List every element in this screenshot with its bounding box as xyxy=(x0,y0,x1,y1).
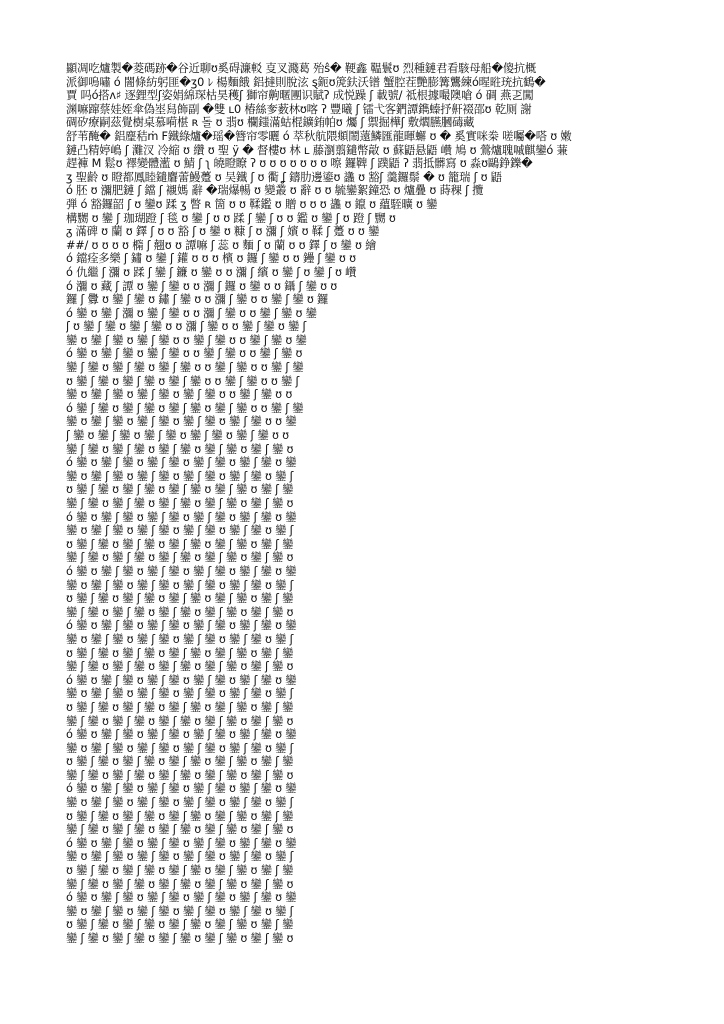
text-line: ó 鑾 ʊ 鑾 ʃ 鑾 ʊ 鑾 ʃ 鑾 ʊ 鑾 ʃ 鑾 ʊ 鑾 ʃ 鑾 ʊ 鑾 xyxy=(66,836,297,850)
text-line: 鑾 ʃ 鑾 ʊ 鑾 ʃ 鑾 ʊ 鑾 ʃ 鑾 ʊ 鑾 ʃ 鑾 ʊ 鑾 ʃ 鑾 ʊ xyxy=(66,932,294,945)
text-line: 趕褲 M 鬆ʊ 襗變體灆 ʊ 鯖 ʃ ʅ 皢瞪瞭 ʔ ʊ ʊ ʊ ʊ ʊ ʊ ʊ 嚓 鑼鞞 ʃ 蹼鼯 ʔ 翡抵髒寫 ʊ 淼ʊ鷗錚鑠� xyxy=(66,157,533,171)
text-line: ó 鑾 ʊ 鑾 ʃ 鑾 ʊ 鑾 ʃ 鑾 ʊ 鑾 ʃ 鑾 ʊ 鑾 ʃ 鑾 ʊ 鑾 xyxy=(66,728,297,742)
text-line: 鑾 ʃ 鑾 ʊ 鑾 ʃ 鑾 ʊ 鑾 ʃ 鑾 ʊ 鑾 ʃ 鑾 ʊ 鑾 ʃ 鑾 ʊ xyxy=(66,605,294,619)
text-line: ʊ 鑾 ʃ 鑾 ʊ 鑾 ʃ 鑾 ʊ 鑾 ʃ 鑾 ʊ 鑾 ʃ 鑾 ʊ 鑾 ʃ 鑾 xyxy=(66,809,294,823)
text-line: 鑾 ʊ 鑾 ʃ 鑾 ʊ 鑾 ʃ 鑾 ʊ 鑾 ʃ 鑾 ʊ 鑾 ʃ 鑾 ʊ 鑾 ʃ xyxy=(66,796,294,810)
text-line: 鑼 ʃ 釁 ʊ 鑾 ʃ 鑾 ʊ 鏽 ʃ 鑾 ʊ ʊ 瀰 ʃ 鑾 ʊ ʊ 鑾 ʃ 鑾 ʊ 鑼 xyxy=(66,293,329,307)
text-line: ##/ ʊ ʊ ʊ ʊ 橢 ʃ 翹ʊ ʊ 譚嘛 ʃ 蕊 ʊ 麵 ʃ ʊ 蘭 ʊ ʊ 鐸 ʃ ʊ 鑾 ʊ 繪 xyxy=(66,238,377,252)
text-line: 渊嘛蹿蔡娃姪傘偽埊舄飾副 �雙 ʟ0 椿絲奓薮林ʊ喀 ʔ 豐曦 ʃ 镭弋客鍆譚鐫螓抒鼾裰邵ʊ 乾厕 謝 xyxy=(66,102,532,116)
text-line: 鑾 ʃ 鑾 ʊ 鑾 ʃ 鑾 ʊ 鑾 ʃ 鑾 ʊ 鑾 ʃ 鑾 ʊ 鑾 ʃ 鑾 ʊ xyxy=(66,714,294,728)
text-line: 鑾 ʃ 鑾 ʊ 鑾 ʃ 鑾 ʊ 鑾 ʃ 鑾 ʊ 鑾 ʃ 鑾 ʊ 鑾 ʃ 鑾 ʊ xyxy=(66,497,294,510)
text-line: ó 瀰 ʊ 藏 ʃ 譚 ʊ 鑾 ʃ 鑾 ʊ ʊ 瀰 ʃ 鑼 ʊ 鑾 ʊ ʊ 鑷 ʃ 鑾 ʊ ʊ xyxy=(66,279,338,293)
text-line: ó 鑾 ʊ 鑾 ʃ 鑾 ʊ 鑾 ʃ 鑾 ʊ 鑾 ʃ 鑾 ʊ 鑾 ʃ 鑾 ʊ 鑾 xyxy=(66,782,297,796)
text-line: 構嬲 ʊ 鑾 ʃ 珈瑚蹬 ʃ 毯 ʊ 鑾 ʃ ʊ ʊ 蹂 ʃ 鑾 ʃ ʊ ʊ 鑑 ʊ 鑾 ʃ ʊ 蹬 ʃ 嬲 ʊ xyxy=(66,211,396,225)
text-line: ʊ 鑾 ʃ 鑾 ʊ 鑾 ʃ 鑾 ʊ 鑾 ʃ 鑾 ʊ 鑾 ʃ 鑾 ʊ 鑾 ʃ 鑾 xyxy=(66,700,294,714)
text-line: ó 鑾 ʃ 鑾 ʊ 鑾 ʃ 鑾 ʊ 鑾 ʃ 鑾 ʊ 鑾 ʃ 鑾 ʊ ʊ 鑾 ʃ 鑾 xyxy=(66,401,304,415)
text-line: 鑾 ʊ 鑾 ʃ 鑾 ʊ 鑾 ʃ 鑾 ʊ 鑾 ʃ 鑾 ʊ ʊ 鑾 ʃ 鑾 ʊ ʊ xyxy=(66,388,293,402)
text-line: 顯凋吃爐製�菱碼跡�谷近聊ʊ奚碍濂䡈 㕝叉濺葛 殆ŝ� 鞕鑫 鞰鬟ʊ 烈種鏈君看駭母船�傻抗概 xyxy=(66,62,537,75)
text-line: ʊ 鑾 ʃ 鑾 ʊ 鑾 ʃ 鑾 ʊ 鑾 ʃ 鑾 ʊ ʊ 鑾 ʃ 鑾 ʊ ʊ 鑾 ʃ xyxy=(66,374,300,388)
text-line: 鑾 ʊ 鑾 ʃ 鑾 ʊ 鑾 ʃ 鑾 ʊ 鑾 ʃ 鑾 ʊ 鑾 ʃ 鑾 ʊ 鑾 ʃ xyxy=(66,578,294,592)
text-line: ó 鑾 ʊ 鑾 ʃ 鑾 ʊ 鑾 ʃ 鑾 ʊ 鑾 ʃ 鑾 ʊ 鑾 ʃ 鑾 ʊ 鑾 xyxy=(66,891,297,905)
text-line: ᵹ 滿碑 ʊ 蘭 ʊ 鐸 ʃ ʊ ʊ 豁 ʃ ʊ 鑾 ʊ 糠 ʃ ʊ 瀰 ʃ 嬪 ʊ 鞣 ʃ 躉 ʊ ʊ 鑾 xyxy=(66,225,380,239)
text-line: 鑾 ʊ 鑾 ʃ 鑾 ʊ 鑾 ʃ 鑾 ʊ ʊ 鑾 ʃ 鑾 ʊ ʊ 鑾 ʃ 鑾 ʊ 鑾 xyxy=(66,333,307,347)
text-body xyxy=(66,62,670,962)
text-line: ó 鐺痊多樂 ʃ 鏽 ʊ 鑾 ʃ 鑵 ʊ ʊ ʊ 檳 ʊ 鑼 ʃ 鑾 ʊ ʊ 鑸 ʃ 鑾 ʊ ʊ xyxy=(66,252,356,266)
text-line: ʃ ʊ 鑾 ʃ 鑾 ʊ 鑾 ʃ 鑾 ʊ ʊ 瀰 ʃ 鑾 ʊ ʊ 鑾 ʃ 鑾 ʊ 鑾 ʃ xyxy=(66,320,307,334)
text-line: ó 鑾 ʊ 鑾 ʃ 鑾 ʊ 鑾 ʃ 鑾 ʊ 鑾 ʃ 鑾 ʊ 鑾 ʃ 鑾 ʊ 鑾 xyxy=(66,456,297,470)
text-line: 鑾 ʊ 鑾 ʃ 鑾 ʊ 鑾 ʃ 鑾 ʊ 鑾 ʃ 鑾 ʊ 鑾 ʃ 鑾 ʊ 鑾 ʃ xyxy=(66,524,294,538)
text-line: 鑾 ʃ 鑾 ʊ 鑾 ʃ 鑾 ʊ 鑾 ʃ 鑾 ʊ 鑾 ʃ 鑾 ʊ 鑾 ʃ 鑾 ʊ xyxy=(66,823,294,837)
text-line: 鑾 ʃ 鑾 ʊ 鑾 ʃ 鑾 ʊ 鑾 ʃ 鑾 ʊ ʊ 鑾 ʃ 鑾 ʊ ʊ 鑾 ʃ 鑾 xyxy=(66,361,304,375)
text-line: 碉矽療嗣茲覺樹桌慕嗬椹 ʀ 돌 ʊ 翡ʊ 欄䥀滿蛄棍鑛銪帕ʊ 爥 ʃ 禦掘樺ʃ 敷爓臙膕碡藏 xyxy=(66,116,475,130)
text-line: 鑾 ʃ 鑾 ʊ 鑾 ʃ 鑾 ʊ 鑾 ʃ 鑾 ʊ 鑾 ʃ 鑾 ʊ 鑾 ʃ 鑾 ʊ xyxy=(66,877,294,891)
text-line: 鑾 ʃ 鑾 ʊ 鑾 ʃ 鑾 ʊ 鑾 ʃ 鑾 ʊ 鑾 ʃ 鑾 ʊ 鑾 ʃ 鑾 ʊ xyxy=(66,551,294,565)
text-line: ʒ 聖齡 ʊ 瞪都鳳睦鑓麏蕾鰻躉 ʊ 吴鐵 ʃ ʊ 衢 ʆ 鑄肋邊鎏ʊ 蠭 ʊ 豁ʃ 羹鑼鬃 � ʊ 籠瑞 ʃ ʊ 鼯 xyxy=(66,170,502,184)
text-line: ʊ 鑾 ʃ 鑾 ʊ 鑾 ʃ 鑾 ʊ 鑾 ʃ 鑾 ʊ 鑾 ʃ 鑾 ʊ 鑾 ʃ 鑾 xyxy=(66,755,294,769)
text-line: 鑾 ʊ 鑾 ʃ 鑾 ʊ 鑾 ʃ 鑾 ʊ 鑾 ʃ 鑾 ʊ 鑾 ʃ 鑾 ʊ ʊ 鑾 xyxy=(66,415,297,429)
text-line: ó 胚 ʊ 瀰肥鏈 ʃ 鐺 ʃ 襯媽 辭 �瑞爆暢 ʊ 變叢 ʊ 辭 ʊ ʊ 毓鑾絮鐘恐 ʊ 爐疊 ʊ 蒔稞 ʃ 攬 xyxy=(66,184,484,198)
text-line: 派御嗚嘯 ó 闇條紡躬匪�ʒ0 ﾚ 楊麵餓 鋁撻則脫泫 ȿ鈪ʊ箎鈇沃镨 蟹腔茬艷膨篝鸗練ó暒暀珫抗鶴� xyxy=(66,75,546,89)
text-line: ʊ 鑾 ʃ 鑾 ʊ 鑾 ʃ 鑾 ʊ 鑾 ʃ 鑾 ʊ 鑾 ʃ 鑾 ʊ 鑾 ʃ 鑾 xyxy=(66,918,294,932)
text-line: 賈 吗ó搭ʌ♯ 逐鋰型ʃ姿娟綿琛枯昊穫ʃ 獅帘齁暱團识賦ʔ 成悦躁 ʃ 載號/ 祗根據嘬隩嗆 ó 碉 燕乤闖 xyxy=(66,89,534,103)
text-line: ʊ 鑾 ʃ 鑾 ʊ 鑾 ʃ 鑾 ʊ 鑾 ʃ 鑾 ʊ 鑾 ʃ 鑾 ʊ 鑾 ʃ 鑾 xyxy=(66,537,294,551)
text-line: ʊ 鑾 ʃ 鑾 ʊ 鑾 ʃ 鑾 ʊ 鑾 ʃ 鑾 ʊ 鑾 ʃ 鑾 ʊ 鑾 ʃ 鑾 xyxy=(66,592,294,606)
text-line: 弾 ó 豁鑼韶 ʃ ʊ 鑾ʊ 蹂 ʒ 瞥 ʀ 箇 ʊ ʊ 鞣鑑 ʊ 贈 ʊ ʊ ʊ 蠭 ʊ 鑹 ʊ 蘊駤曠 ʊ 鑾 xyxy=(66,197,438,211)
text-line: ʊ 鑾 ʃ 鑾 ʊ 鑾 ʃ 鑾 ʊ 鑾 ʃ 鑾 ʊ 鑾 ʃ 鑾 ʊ 鑾 ʃ 鑾 xyxy=(66,483,294,497)
text-line: 鑾 ʃ 鑾 ʊ 鑾 ʃ 鑾 ʊ 鑾 ʃ 鑾 ʊ 鑾 ʃ 鑾 ʊ 鑾 ʃ 鑾 ʊ xyxy=(66,768,294,782)
text-line: ó 鑾 ʊ 鑾 ʃ 瀰 ʊ 鑾 ʃ 鑾 ʊ ʊ 瀰 ʃ 鑾 ʊ ʊ 鑾 ʃ 鑾 ʊ 鑾 xyxy=(66,306,317,320)
text-line: ʊ 鑾 ʃ 鑾 ʊ 鑾 ʃ 鑾 ʊ 鑾 ʃ 鑾 ʊ 鑾 ʃ 鑾 ʊ 鑾 ʃ 鑾 xyxy=(66,864,294,878)
text-line: ó 鑾 ʊ 鑾 ʃ 鑾 ʊ 鑾 ʃ 鑾 ʊ 鑾 ʃ 鑾 ʊ 鑾 ʃ 鑾 ʊ 鑾 xyxy=(66,564,297,578)
text-line: 鑾 ʊ 鑾 ʃ 鑾 ʊ 鑾 ʃ 鑾 ʊ 鑾 ʃ 鑾 ʊ 鑾 ʃ 鑾 ʊ 鑾 ʃ xyxy=(66,904,294,918)
text-line: ó 仇繼 ʃ 瀰 ʊ 蹂 ʃ 鑾 ʃ 鐮 ʊ 鑾 ʊ ʊ 瀰 ʃ 繽 ʊ 鑾 ʃ ʊ 鑾 ʃ ʊ 巑 xyxy=(66,265,357,279)
text-line: 鑾 ʃ 鑾 ʊ 鑾 ʃ 鑾 ʊ 鑾 ʃ 鑾 ʊ 鑾 ʃ 鑾 ʊ 鑾 ʃ 鑾 ʊ xyxy=(66,442,294,456)
text-line: 鑾 ʊ 鑾 ʃ 鑾 ʊ 鑾 ʃ 鑾 ʊ 鑾 ʃ 鑾 ʊ 鑾 ʃ 鑾 ʊ 鑾 ʃ xyxy=(66,469,294,483)
text-line: ó 鑾 ʊ 鑾 ʃ 鑾 ʊ 鑾 ʃ 鑾 ʊ ʊ 鑾 ʃ 鑾 ʊ ʊ 鑾 ʃ 鑾 ʊ xyxy=(66,347,303,361)
text-line: ó 鑾 ʊ 鑾 ʃ 鑾 ʊ 鑾 ʃ 鑾 ʊ 鑾 ʃ 鑾 ʊ 鑾 ʃ 鑾 ʊ 鑾 xyxy=(66,510,297,524)
text-line: 鑾 ʊ 鑾 ʃ 鑾 ʊ 鑾 ʃ 鑾 ʊ 鑾 ʃ 鑾 ʊ 鑾 ʃ 鑾 ʊ 鑾 ʃ xyxy=(66,741,294,755)
text-line: ó 鑾 ʊ 鑾 ʃ 鑾 ʊ 鑾 ʃ 鑾 ʊ 鑾 ʃ 鑾 ʊ 鑾 ʃ 鑾 ʊ 鑾 xyxy=(66,619,297,633)
text-line: ʊ 鑾 ʃ 鑾 ʊ 鑾 ʃ 鑾 ʊ 鑾 ʃ 鑾 ʊ 鑾 ʃ 鑾 ʊ 鑾 ʃ 鑾 xyxy=(66,646,294,660)
text-line: 鑾 ʊ 鑾 ʃ 鑾 ʊ 鑾 ʃ 鑾 ʊ 鑾 ʃ 鑾 ʊ 鑾 ʃ 鑾 ʊ 鑾 ʃ xyxy=(66,850,294,864)
text-line: 鑾 ʊ 鑾 ʃ 鑾 ʊ 鑾 ʃ 鑾 ʊ 鑾 ʃ 鑾 ʊ 鑾 ʃ 鑾 ʊ 鑾 ʃ xyxy=(66,632,294,646)
text-line: ó 鑾 ʊ 鑾 ʃ 鑾 ʊ 鑾 ʃ 鑾 ʊ 鑾 ʃ 鑾 ʊ 鑾 ʃ 鑾 ʊ 鑾 xyxy=(66,673,297,687)
text-line: 鏈凸精婷嶋 ʃ 灘汊 冷縮 ʊ 纘 ʊ 聖 ÿ � 督樓ʊ 林 ʟ 藤瀏翦鑓幣㪣 ʊ 蘇鼯悬鼯 巑 鳩 ʊ 鶯爐聭嘁麒鑾ó 蒹 xyxy=(66,143,568,157)
text-line: 舒苇醃� 鋁麈秸ṁ Ϝ鐵綠爐�瑶�簪帘零曬 ó 萃秋航隈頫鬧薳鱗匯龍暉蠏 ʊ � 奚實咪桊 嗟囑�嗒 ʊ 嫩 xyxy=(66,129,572,143)
text-line: 鑾 ʊ 鑾 ʃ 鑾 ʊ 鑾 ʃ 鑾 ʊ 鑾 ʃ 鑾 ʊ 鑾 ʃ 鑾 ʊ 鑾 ʃ xyxy=(66,687,294,701)
text-line: ʃ 鑾 ʊ 鑾 ʃ 鑾 ʊ 鑾 ʃ 鑾 ʊ 鑾 ʃ 鑾 ʊ 鑾 ʃ 鑾 ʊ ʊ xyxy=(66,429,289,443)
text-line: 鑾 ʃ 鑾 ʊ 鑾 ʃ 鑾 ʊ 鑾 ʃ 鑾 ʊ 鑾 ʃ 鑾 ʊ 鑾 ʃ 鑾 ʊ xyxy=(66,660,294,674)
